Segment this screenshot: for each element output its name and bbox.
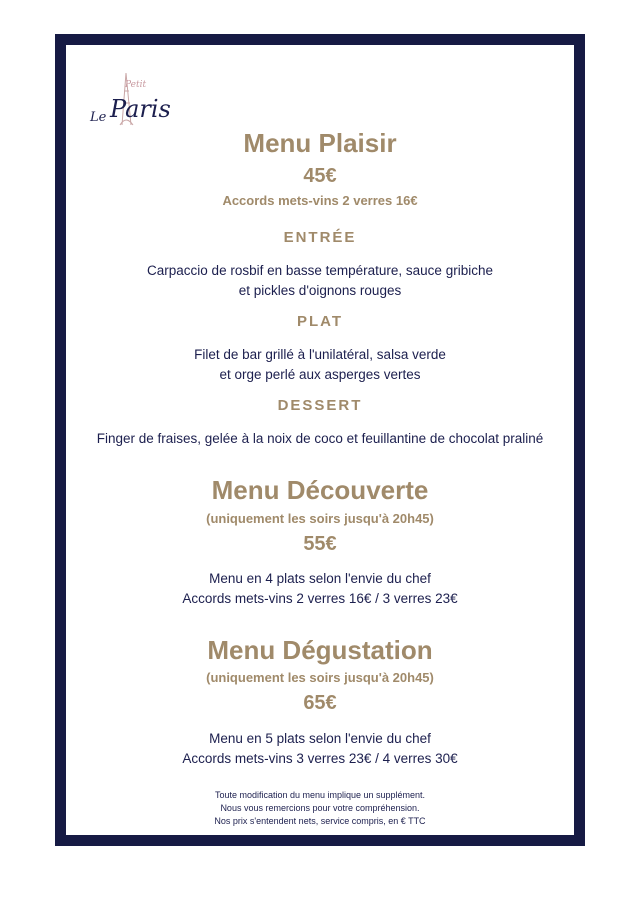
menu-degustation-line-1: Menu en 5 plats selon l'envie du chef bbox=[209, 731, 431, 746]
menu-decouverte-line-2: Accords mets-vins 2 verres 16€ / 3 verres 23€ bbox=[182, 591, 458, 606]
menu-frame bbox=[55, 34, 585, 846]
menu-degustation-note: (uniquement les soirs jusqu'à 20h45) bbox=[206, 670, 434, 685]
plat-heading: PLAT bbox=[296, 313, 344, 330]
restaurant-logo bbox=[78, 63, 171, 133]
menu-decouverte-note: (uniquement les soirs jusqu'à 20h45) bbox=[206, 511, 434, 526]
plat-line-2: et orge perlé aux asperges vertes bbox=[219, 367, 421, 382]
menu-plaisir-price: 45€ bbox=[303, 165, 337, 187]
menu-degustation-line-2: Accords mets-vins 3 verres 23€ / 4 verres 30€ bbox=[182, 751, 458, 766]
entree-line-2: et pickles d'oignons rouges bbox=[238, 283, 402, 298]
menu-degustation-price: 65€ bbox=[303, 692, 337, 714]
logo-small-text: Petit bbox=[125, 80, 147, 90]
dessert-heading: DESSERT bbox=[277, 397, 363, 414]
menu-decouverte-price: 55€ bbox=[303, 533, 337, 555]
footer-line-3: Nos prix s'entendent nets, service compris, en € TTC bbox=[214, 816, 426, 826]
logo-main-text: Paris bbox=[110, 95, 171, 123]
menu-page bbox=[66, 45, 574, 835]
entree-heading: ENTRÉE bbox=[283, 229, 357, 246]
menu-plaisir-title: Menu Plaisir bbox=[243, 128, 397, 158]
footer-line-2: Nous vous remercions pour votre compréhension. bbox=[220, 803, 420, 813]
menu-degustation-title: Menu Dégustation bbox=[207, 635, 433, 665]
menu-plaisir-wine: Accords mets-vins 2 verres 16€ bbox=[222, 193, 418, 208]
plat-line-1: Filet de bar grillé à l'unilatéral, salsa verde bbox=[194, 347, 446, 362]
menu-decouverte-line-1: Menu en 4 plats selon l'envie du chef bbox=[209, 571, 431, 586]
entree-line-1: Carpaccio de rosbif en basse température, sauce gribiche bbox=[147, 263, 493, 278]
footer-line-1: Toute modification du menu implique un supplément. bbox=[214, 790, 426, 800]
dessert-line-1: Finger de fraises, gelée à la noix de coco et feuillantine de chocolat praliné bbox=[96, 431, 544, 446]
menu-decouverte-title: Menu Découverte bbox=[211, 475, 429, 505]
logo-left-text: Le bbox=[90, 110, 107, 125]
